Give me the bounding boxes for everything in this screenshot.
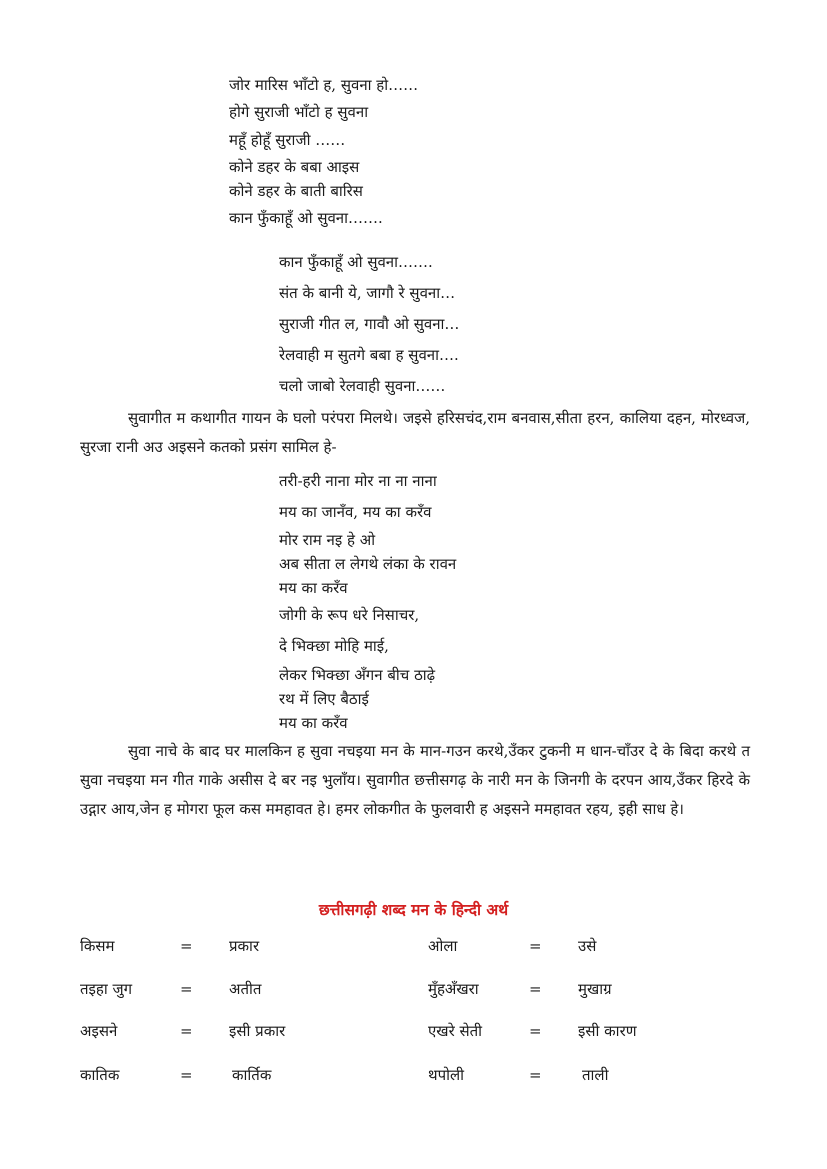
glossary-meaning: उसे [578, 937, 597, 955]
verse-line: मय का करँव [279, 714, 348, 732]
glossary-word: ओला [428, 937, 458, 955]
verse-line: रथ में लिए बैठाई [279, 690, 369, 708]
glossary-word: अइसने [80, 1022, 118, 1040]
verse-line: मय का करँव [279, 579, 348, 597]
verse-line: संत के बानी ये, जागौ रे सुवना… [279, 284, 456, 302]
verse-line: तरी-हरी नाना मोर ना ना नाना [279, 472, 437, 490]
glossary-meaning: अतीत [229, 980, 262, 998]
glossary-word: किसम [80, 937, 115, 955]
glossary-word: एखरे सेती [428, 1022, 483, 1040]
verse-line: कान फुँकाहूँ ओ सुवना……. [279, 253, 433, 271]
body-paragraph: सुवा नाचे के बाद घर मालकिन ह सुवा नचइया मन के मान-गउन करथे,उँकर टुकनी म धान-चाँउर दे के बिदा करथे त सुवा नचइया मन गीत गाके असीस दे बर नइ भुलाँय। सुवागीत छत्तीसगढ़ के नारी मन के जिनगी के दरपन आय,उँकर हिरदे के उद्गार आय,जेन ह मोगरा फूल कस ममहावत हे। हमर लोकगीत के फुलवारी ह अइसने ममहावत रहय, इही साध हे। [80, 742, 750, 818]
glossary-heading: छत्तीसगढ़ी शब्द मन के हिन्दी अर्थ [318, 900, 509, 919]
equals-sign: = [529, 1022, 542, 1040]
equals-sign: = [180, 1022, 193, 1040]
equals-sign: = [180, 980, 193, 998]
glossary-word: तइहा जुग [80, 980, 133, 998]
glossary-meaning: इसी कारण [578, 1022, 637, 1040]
verse-line: होगे सुराजी भाँटो ह सुवना [229, 103, 369, 121]
equals-sign: = [180, 937, 193, 955]
verse-line: जोर मारिस भाँटो ह, सुवना हो…… [229, 76, 419, 94]
verse-line: लेकर भिक्छा अँगन बीच ठाढ़े [279, 666, 436, 684]
verse-line: कोने डहर के बबा आइस [229, 158, 360, 176]
verse-line: दे भिक्छा मोहि माई, [279, 637, 389, 655]
glossary-meaning: कार्तिक [232, 1066, 272, 1084]
equals-sign: = [529, 980, 542, 998]
verse-line: मोर राम नइ हे ओ [279, 531, 376, 549]
glossary-meaning: प्रकार [229, 937, 260, 955]
glossary-word: थपोली [428, 1066, 465, 1084]
body-paragraph: सुवागीत म कथागीत गायन के घलो परंपरा मिलथे। जइसे हरिसचंद,राम बनवास,सीता हरन, कालिया दहन, मोरध्वज, सुरजा रानी अउ अइसने कतको प्रसंग सामिल हे- [80, 409, 750, 456]
equals-sign: = [529, 937, 542, 955]
glossary-meaning: मुखाग्र [578, 980, 612, 998]
equals-sign: = [180, 1066, 193, 1084]
glossary-word: मुँहअँखरा [428, 980, 479, 998]
equals-sign: = [529, 1066, 542, 1084]
verse-line: कान फुँकाहूँ ओ सुवना……. [229, 209, 383, 227]
verse-line: अब सीता ल लेगथे लंका के रावन [279, 555, 457, 573]
verse-line: चलो जाबो रेलवाही सुवना…… [279, 377, 446, 395]
verse-line: रेलवाही म सुतगे बबा ह सुवना…. [279, 346, 459, 364]
glossary-meaning: इसी प्रकार [229, 1022, 286, 1040]
verse-line: सुराजी गीत ल, गावौ ओ सुवना… [279, 315, 460, 333]
verse-line: मय का जानँव, मय का करँव [279, 503, 432, 521]
verse-line: जोगी के रूप धरे निसाचर, [279, 606, 420, 624]
glossary-meaning: ताली [582, 1066, 609, 1084]
verse-line: कोने डहर के बाती बारिस [229, 182, 363, 200]
verse-line: महूँ होहूँ सुराजी …… [229, 131, 346, 149]
glossary-word: कातिक [80, 1066, 120, 1084]
